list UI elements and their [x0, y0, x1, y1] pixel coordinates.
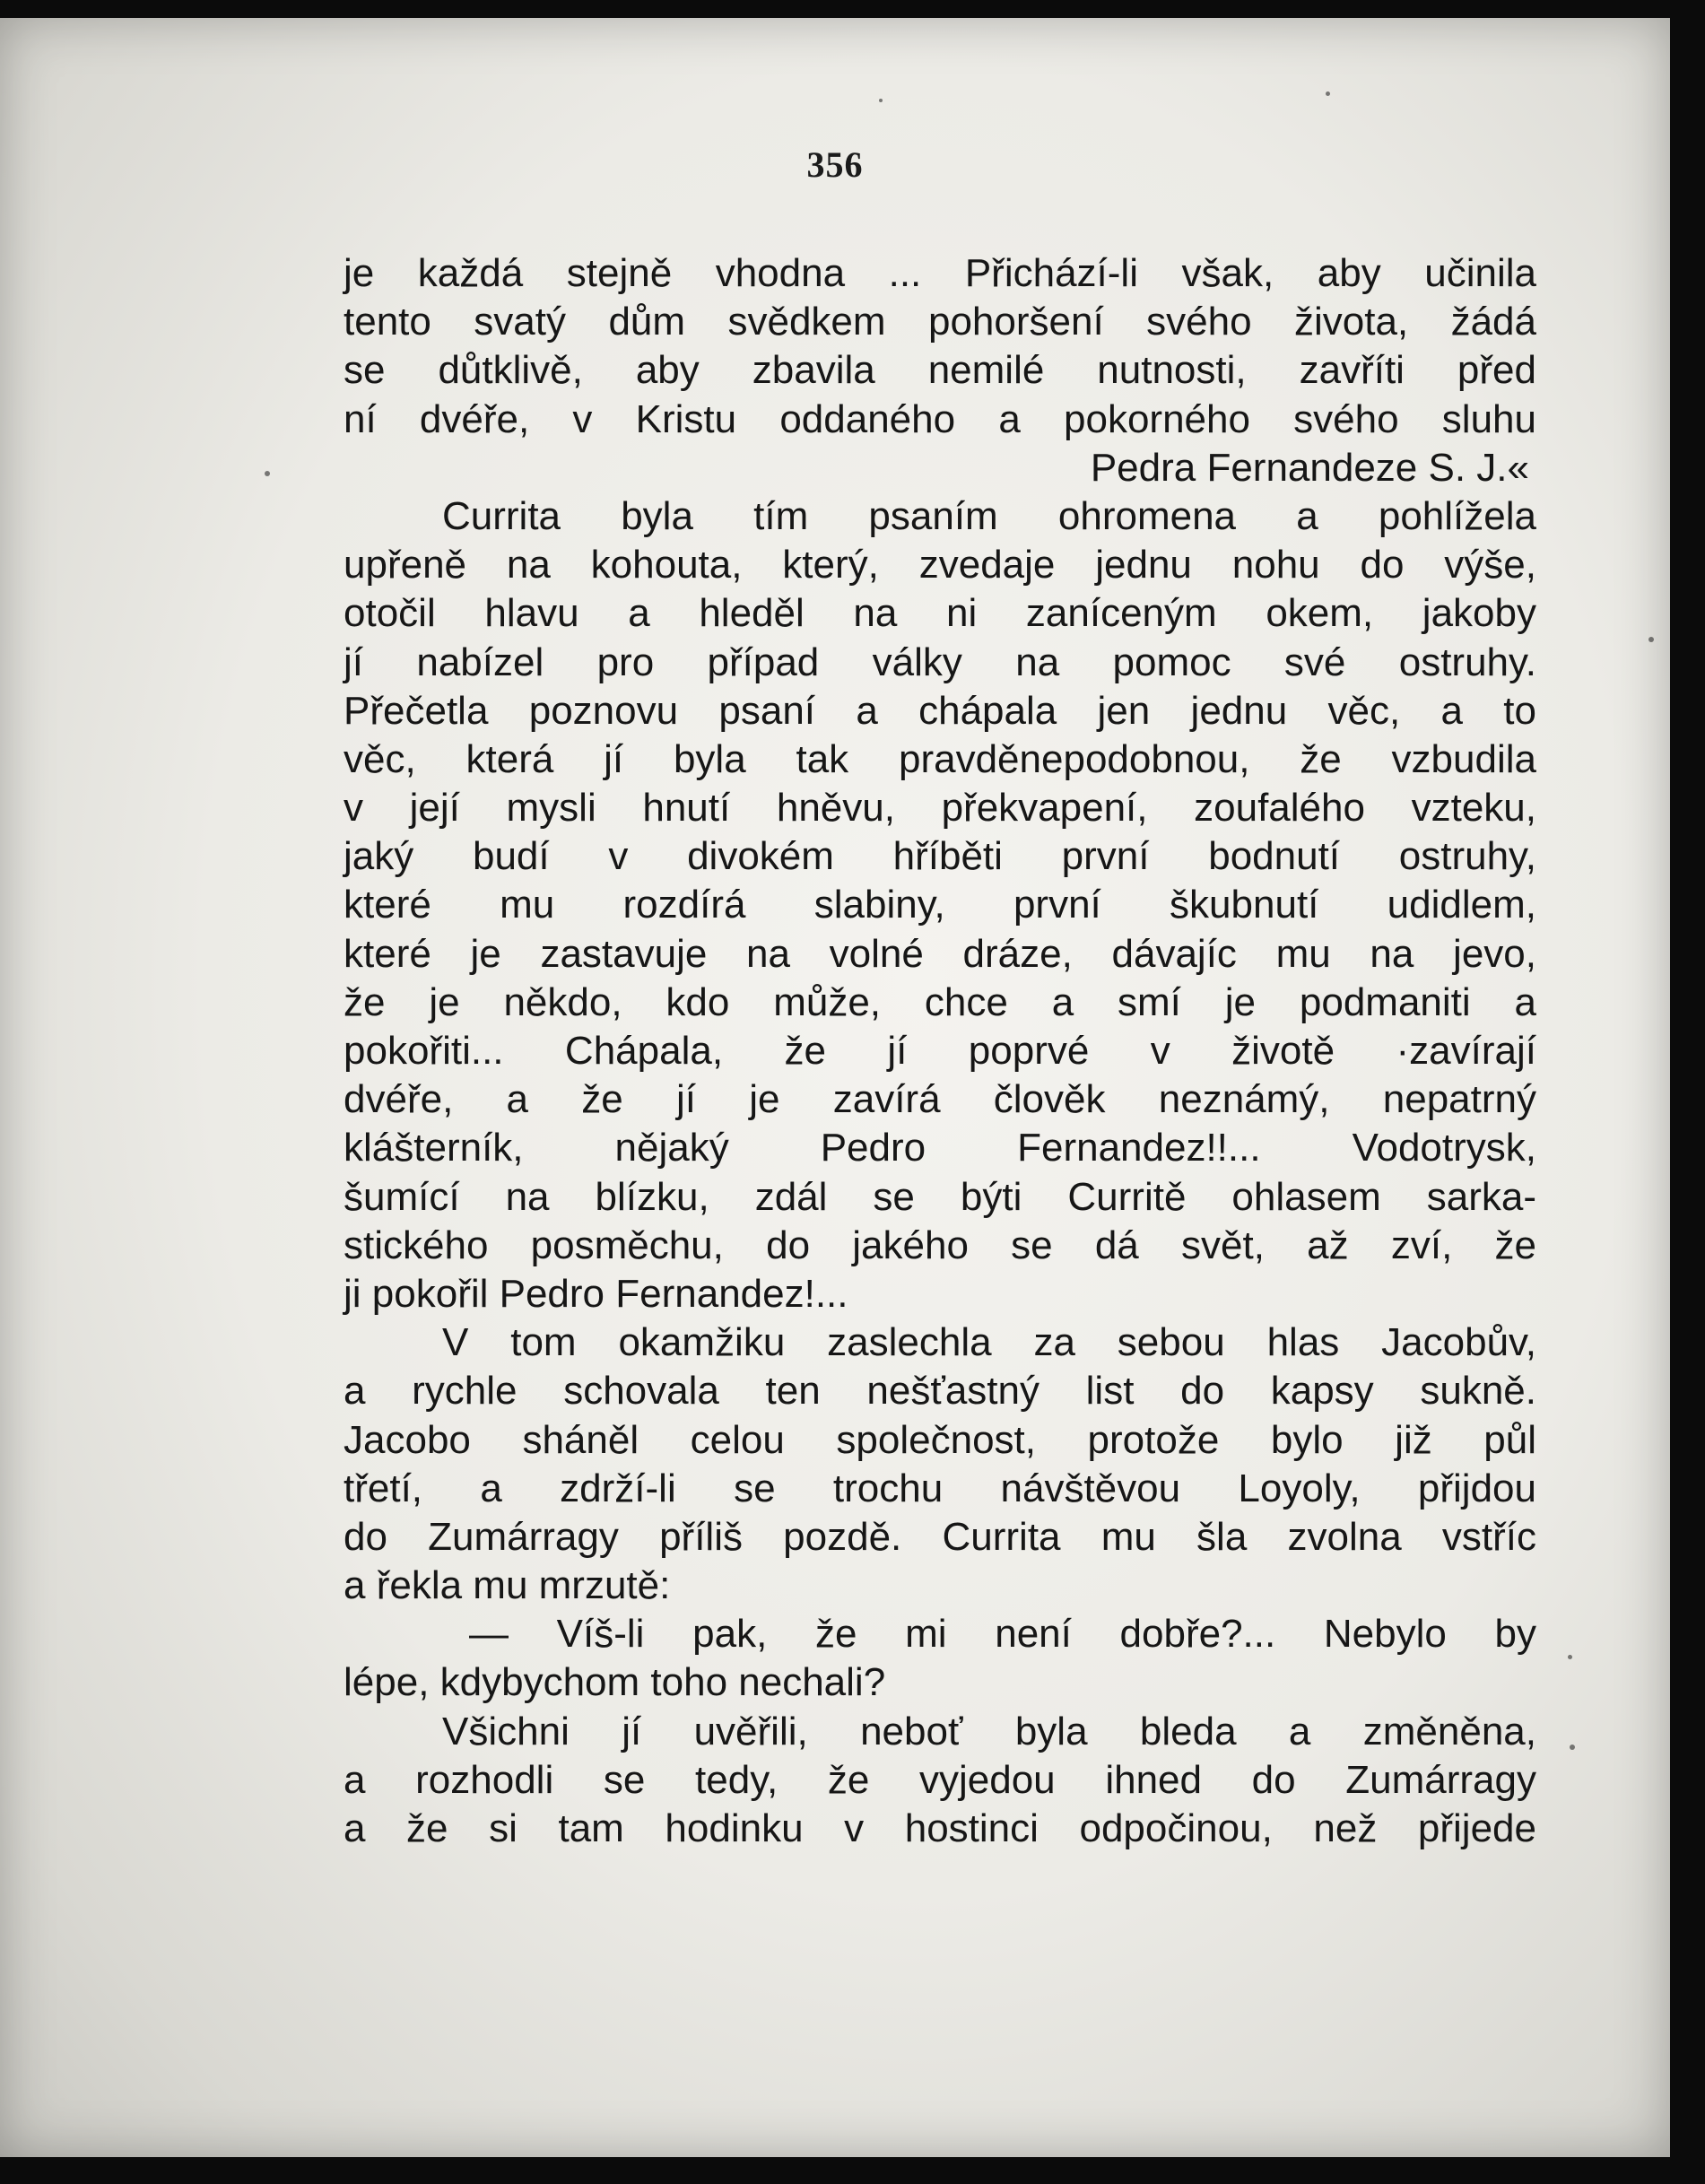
page-number: 356 — [806, 144, 864, 185]
text-line: že je někdo, kdo může, chce a smí je podmaniti a — [344, 979, 1536, 1024]
text-line: a rozhodli se tedy, že vyjedou ihned do Zumárragy — [344, 1757, 1536, 1802]
text-line: a že si tam hodinku v hostinci odpočinou, než přijede — [344, 1806, 1536, 1850]
dialogue-line: lépe, kdybychom toho nechali? — [344, 1660, 886, 1705]
body-text — [344, 249, 1536, 1853]
book-page — [0, 18, 1670, 2157]
dialogue-line: — Víš-li pak, že mi není dobře?... Nebylo by — [469, 1612, 1536, 1657]
text-line: do Zumárragy příliš pozdě. Currita mu šla zvolna vstříc — [344, 1514, 1536, 1559]
scan-speck — [1570, 1745, 1575, 1750]
text-line: které je zastavuje na volné dráze, dávajíc mu na jevo, — [344, 931, 1536, 976]
text-line: Currita byla tím psaním ohromena a pohlížela — [442, 493, 1536, 538]
scan-speck — [265, 471, 270, 476]
letter-signature: Pedra Fernandeze S. J.« — [1090, 445, 1529, 490]
text-line: šumící na blízku, zdál se býti Curritě ohlasem sarka- — [344, 1174, 1536, 1219]
scan-speck — [879, 99, 883, 102]
text-line: dvéře, a že jí je zavírá člověk neznámý, nepatrný — [344, 1077, 1536, 1122]
text-line: klášterník, nějaký Pedro Fernandez!!... Vodotrysk, — [344, 1126, 1536, 1170]
text-line: upřeně na kohouta, který, zvedaje jednu nohu do výše, — [344, 543, 1536, 587]
text-line: Přečetla poznovu psaní a chápala jen jednu věc, a to — [344, 688, 1536, 733]
scan-speck — [1648, 637, 1654, 642]
text-line: třetí, a zdrží-li se trochu návštěvou Loyoly, přijdou — [344, 1466, 1536, 1510]
scan-speck — [1568, 1655, 1572, 1659]
scan-speck — [1326, 91, 1330, 96]
text-line: jí nabízel pro případ války na pomoc své ostruhy. — [344, 640, 1536, 684]
text-line: se důtklivě, aby zbavila nemilé nutnosti, zavříti před — [344, 348, 1536, 393]
text-line: ní dvéře, v Kristu oddaného a pokorného svého sluhu — [344, 396, 1536, 441]
text-line: a řekla mu mrzutě: — [344, 1563, 671, 1608]
text-line: a rychle schovala ten nešťastný list do kapsy sukně. — [344, 1369, 1536, 1414]
text-line: věc, která jí byla tak pravděnepodobnou, že vzbudila — [344, 736, 1536, 781]
text-line: v její mysli hnutí hněvu, překvapení, zoufalého vzteku, — [344, 786, 1536, 831]
text-line: Všichni jí uvěřili, neboť byla bleda a změněna, — [442, 1709, 1536, 1753]
text-line: stického posměchu, do jakého se dá svět, až zví, že — [344, 1223, 1536, 1267]
text-line: otočil hlavu a hleděl na ni zaníceným okem, jakoby — [344, 591, 1536, 636]
text-line: je každá stejně vhodna ... Přichází-li však, aby učinila — [344, 251, 1536, 295]
text-line: V tom okamžiku zaslechla za sebou hlas Jacobův, — [442, 1320, 1536, 1365]
text-line: tento svatý dům svědkem pohoršení svého života, žádá — [344, 300, 1536, 344]
text-line: pokořiti... Chápala, že jí poprvé v životě ·zavírají — [344, 1029, 1536, 1073]
text-line: které mu rozdírá slabiny, první škubnutí udidlem, — [344, 883, 1536, 927]
text-line: Jacobo sháněl celou společnost, protože bylo již půl — [344, 1417, 1536, 1462]
text-line: ji pokořil Pedro Fernandez!... — [344, 1271, 848, 1316]
text-line: jaký budí v divokém hříběti první bodnutí ostruhy, — [344, 834, 1536, 879]
